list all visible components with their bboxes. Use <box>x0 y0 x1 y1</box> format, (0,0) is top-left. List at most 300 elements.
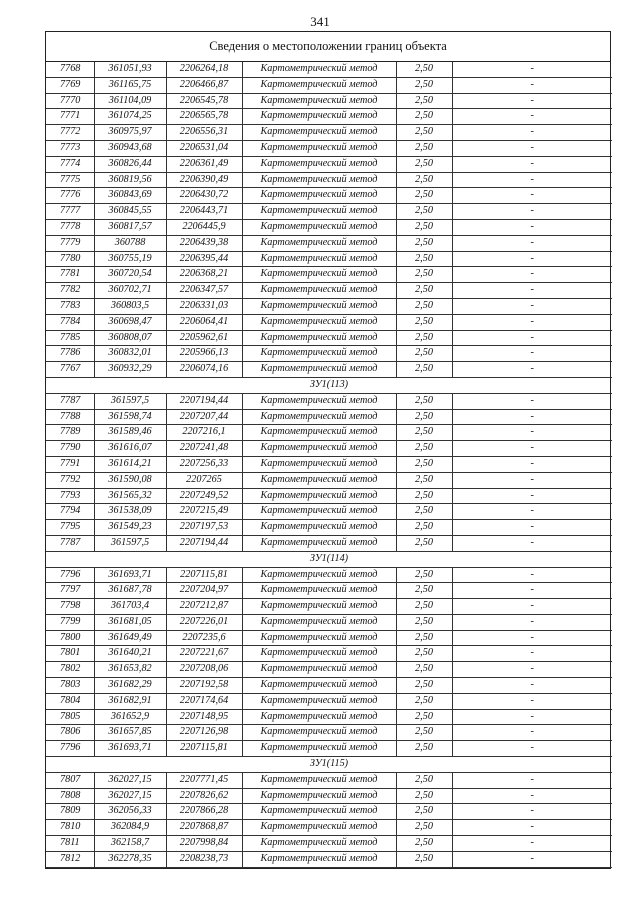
point-number-cell: 7794 <box>46 504 94 520</box>
method-cell: Картометрический метод <box>242 62 396 77</box>
coord-x-cell: 360943,68 <box>94 140 166 156</box>
description-cell: - <box>452 393 612 409</box>
point-number-cell: 7775 <box>46 172 94 188</box>
coord-y-cell: 2206395,44 <box>166 251 242 267</box>
description-cell: - <box>452 77 612 93</box>
coord-x-cell: 360826,44 <box>94 156 166 172</box>
accuracy-cell: 2,50 <box>396 614 452 630</box>
description-cell: - <box>452 109 612 125</box>
coord-x-cell: 361597,5 <box>94 393 166 409</box>
accuracy-cell: 2,50 <box>396 283 452 299</box>
point-number-cell: 7801 <box>46 646 94 662</box>
point-number-cell: 7791 <box>46 456 94 472</box>
table-row <box>46 267 612 283</box>
coord-y-cell: 2207235,6 <box>166 630 242 646</box>
section-label: ЗУ1(114) <box>46 551 612 567</box>
method-cell: Картометрический метод <box>242 662 396 678</box>
accuracy-cell: 2,50 <box>396 788 452 804</box>
table-row <box>46 836 612 852</box>
method-cell: Картометрический метод <box>242 504 396 520</box>
point-number-cell: 7777 <box>46 204 94 220</box>
table-row <box>46 409 612 425</box>
accuracy-cell: 2,50 <box>396 77 452 93</box>
point-number-cell: 7803 <box>46 678 94 694</box>
accuracy-cell: 2,50 <box>396 709 452 725</box>
coord-y-cell: 2207204,97 <box>166 583 242 599</box>
accuracy-cell: 2,50 <box>396 741 452 757</box>
coord-y-cell: 2206443,71 <box>166 204 242 220</box>
point-number-cell: 7773 <box>46 140 94 156</box>
table-row <box>46 219 612 235</box>
point-number-cell: 7807 <box>46 772 94 788</box>
coord-y-cell: 2206361,49 <box>166 156 242 172</box>
accuracy-cell: 2,50 <box>396 393 452 409</box>
accuracy-cell: 2,50 <box>396 820 452 836</box>
accuracy-cell: 2,50 <box>396 219 452 235</box>
table-row <box>46 251 612 267</box>
description-cell: - <box>452 93 612 109</box>
accuracy-cell: 2,50 <box>396 93 452 109</box>
coord-x-cell: 360832,01 <box>94 346 166 362</box>
method-cell: Картометрический метод <box>242 204 396 220</box>
accuracy-cell: 2,50 <box>396 836 452 852</box>
point-number-cell: 7782 <box>46 283 94 299</box>
coord-y-cell: 2205966,13 <box>166 346 242 362</box>
accuracy-cell: 2,50 <box>396 662 452 678</box>
coord-y-cell: 2207197,53 <box>166 520 242 536</box>
method-cell: Картометрический метод <box>242 140 396 156</box>
point-number-cell: 7769 <box>46 77 94 93</box>
method-cell: Картометрический метод <box>242 298 396 314</box>
point-number-cell: 7781 <box>46 267 94 283</box>
method-cell: Картометрический метод <box>242 583 396 599</box>
method-cell: Картометрический метод <box>242 820 396 836</box>
accuracy-cell: 2,50 <box>396 188 452 204</box>
point-number-cell: 7796 <box>46 741 94 757</box>
accuracy-cell: 2,50 <box>396 409 452 425</box>
description-cell: - <box>452 535 612 551</box>
coord-x-cell: 361165,75 <box>94 77 166 93</box>
table-row <box>46 567 612 583</box>
point-number-cell: 7780 <box>46 251 94 267</box>
coord-x-cell: 361681,05 <box>94 614 166 630</box>
table-row <box>46 851 612 867</box>
table-row <box>46 330 612 346</box>
description-cell: - <box>452 599 612 615</box>
coord-x-cell: 361074,25 <box>94 109 166 125</box>
method-cell: Картометрический метод <box>242 725 396 741</box>
description-cell: - <box>452 235 612 251</box>
table-row <box>46 788 612 804</box>
accuracy-cell: 2,50 <box>396 520 452 536</box>
coord-y-cell: 2207115,81 <box>166 567 242 583</box>
table-row <box>46 709 612 725</box>
method-cell: Картометрический метод <box>242 741 396 757</box>
coord-x-cell: 361590,08 <box>94 472 166 488</box>
point-number-cell: 7785 <box>46 330 94 346</box>
point-number-cell: 7808 <box>46 788 94 804</box>
coord-x-cell: 361682,29 <box>94 678 166 694</box>
description-cell: - <box>452 725 612 741</box>
coord-y-cell: 2207115,81 <box>166 741 242 757</box>
coord-y-cell: 2206556,31 <box>166 125 242 141</box>
description-cell: - <box>452 456 612 472</box>
coord-x-cell: 362056,33 <box>94 804 166 820</box>
description-cell: - <box>452 741 612 757</box>
point-number-cell: 7806 <box>46 725 94 741</box>
coord-y-cell: 2207265 <box>166 472 242 488</box>
coord-y-cell: 2206439,38 <box>166 235 242 251</box>
description-cell: - <box>452 330 612 346</box>
table-row <box>46 188 612 204</box>
table-row <box>46 125 612 141</box>
method-cell: Картометрический метод <box>242 172 396 188</box>
point-number-cell: 7804 <box>46 693 94 709</box>
coord-x-cell: 360845,55 <box>94 204 166 220</box>
table-row <box>46 662 612 678</box>
coord-x-cell: 360755,19 <box>94 251 166 267</box>
table-row <box>46 725 612 741</box>
description-cell: - <box>452 520 612 536</box>
table-row <box>46 77 612 93</box>
accuracy-cell: 2,50 <box>396 456 452 472</box>
description-cell: - <box>452 488 612 504</box>
coord-x-cell: 361616,07 <box>94 441 166 457</box>
table-row <box>46 583 612 599</box>
table-row <box>46 441 612 457</box>
point-number-cell: 7812 <box>46 851 94 867</box>
description-cell: - <box>452 172 612 188</box>
description-cell: - <box>452 504 612 520</box>
accuracy-cell: 2,50 <box>396 630 452 646</box>
section-row <box>46 377 612 393</box>
method-cell: Картометрический метод <box>242 630 396 646</box>
description-cell: - <box>452 472 612 488</box>
coord-y-cell: 2207256,33 <box>166 456 242 472</box>
method-cell: Картометрический метод <box>242 804 396 820</box>
coord-y-cell: 2207226,01 <box>166 614 242 630</box>
method-cell: Картометрический метод <box>242 441 396 457</box>
boundary-sheet <box>45 31 611 869</box>
description-cell: - <box>452 219 612 235</box>
coord-y-cell: 2207194,44 <box>166 393 242 409</box>
point-number-cell: 7790 <box>46 441 94 457</box>
table-row <box>46 535 612 551</box>
coord-y-cell: 2207826,62 <box>166 788 242 804</box>
coord-x-cell: 361693,71 <box>94 741 166 757</box>
point-number-cell: 7792 <box>46 472 94 488</box>
accuracy-cell: 2,50 <box>396 235 452 251</box>
coord-x-cell: 360819,56 <box>94 172 166 188</box>
table-row <box>46 472 612 488</box>
coord-x-cell: 361598,74 <box>94 409 166 425</box>
accuracy-cell: 2,50 <box>396 156 452 172</box>
coord-x-cell: 361693,71 <box>94 567 166 583</box>
method-cell: Картометрический метод <box>242 836 396 852</box>
coord-x-cell: 361589,46 <box>94 425 166 441</box>
method-cell: Картометрический метод <box>242 472 396 488</box>
coord-y-cell: 2206545,78 <box>166 93 242 109</box>
point-number-cell: 7795 <box>46 520 94 536</box>
method-cell: Картометрический метод <box>242 346 396 362</box>
accuracy-cell: 2,50 <box>396 646 452 662</box>
point-number-cell: 7802 <box>46 662 94 678</box>
description-cell: - <box>452 788 612 804</box>
table-row <box>46 693 612 709</box>
accuracy-cell: 2,50 <box>396 267 452 283</box>
coord-x-cell: 362158,7 <box>94 836 166 852</box>
description-cell: - <box>452 836 612 852</box>
point-number-cell: 7789 <box>46 425 94 441</box>
point-number-cell: 7786 <box>46 346 94 362</box>
coord-x-cell: 361597,5 <box>94 535 166 551</box>
point-number-cell: 7772 <box>46 125 94 141</box>
accuracy-cell: 2,50 <box>396 362 452 378</box>
coord-x-cell: 361104,09 <box>94 93 166 109</box>
accuracy-cell: 2,50 <box>396 567 452 583</box>
coord-x-cell: 360975,97 <box>94 125 166 141</box>
accuracy-cell: 2,50 <box>396 851 452 867</box>
table-row <box>46 456 612 472</box>
coord-y-cell: 2207207,44 <box>166 409 242 425</box>
table-row <box>46 820 612 836</box>
method-cell: Картометрический метод <box>242 393 396 409</box>
coord-y-cell: 2207212,87 <box>166 599 242 615</box>
description-cell: - <box>452 662 612 678</box>
coord-x-cell: 360843,69 <box>94 188 166 204</box>
description-cell: - <box>452 678 612 694</box>
table-row <box>46 520 612 536</box>
description-cell: - <box>452 567 612 583</box>
method-cell: Картометрический метод <box>242 93 396 109</box>
method-cell: Картометрический метод <box>242 125 396 141</box>
description-cell: - <box>452 409 612 425</box>
method-cell: Картометрический метод <box>242 488 396 504</box>
method-cell: Картометрический метод <box>242 283 396 299</box>
coord-x-cell: 361538,09 <box>94 504 166 520</box>
coord-x-cell: 361549,23 <box>94 520 166 536</box>
coord-x-cell: 361051,93 <box>94 62 166 77</box>
table-row <box>46 62 612 77</box>
point-number-cell: 7796 <box>46 567 94 583</box>
description-cell: - <box>452 709 612 725</box>
method-cell: Картометрический метод <box>242 362 396 378</box>
table-row <box>46 393 612 409</box>
description-cell: - <box>452 583 612 599</box>
coord-y-cell: 2206368,21 <box>166 267 242 283</box>
accuracy-cell: 2,50 <box>396 204 452 220</box>
method-cell: Картометрический метод <box>242 456 396 472</box>
table-row <box>46 346 612 362</box>
method-cell: Картометрический метод <box>242 614 396 630</box>
point-number-cell: 7770 <box>46 93 94 109</box>
description-cell: - <box>452 251 612 267</box>
method-cell: Картометрический метод <box>242 646 396 662</box>
coord-y-cell: 2207771,45 <box>166 772 242 788</box>
description-cell: - <box>452 283 612 299</box>
coord-x-cell: 362084,9 <box>94 820 166 836</box>
accuracy-cell: 2,50 <box>396 472 452 488</box>
point-number-cell: 7788 <box>46 409 94 425</box>
coord-y-cell: 2207241,48 <box>166 441 242 457</box>
description-cell: - <box>452 851 612 867</box>
description-cell: - <box>452 314 612 330</box>
table-row <box>46 93 612 109</box>
table-row <box>46 362 612 378</box>
coord-x-cell: 360698,47 <box>94 314 166 330</box>
method-cell: Картометрический метод <box>242 851 396 867</box>
description-cell: - <box>452 772 612 788</box>
method-cell: Картометрический метод <box>242 314 396 330</box>
coord-y-cell: 2206430,72 <box>166 188 242 204</box>
method-cell: Картометрический метод <box>242 109 396 125</box>
method-cell: Картометрический метод <box>242 409 396 425</box>
coord-y-cell: 2207126,98 <box>166 725 242 741</box>
description-cell: - <box>452 820 612 836</box>
point-number-cell: 7784 <box>46 314 94 330</box>
point-number-cell: 7783 <box>46 298 94 314</box>
description-cell: - <box>452 125 612 141</box>
method-cell: Картометрический метод <box>242 788 396 804</box>
point-number-cell: 7778 <box>46 219 94 235</box>
description-cell: - <box>452 188 612 204</box>
accuracy-cell: 2,50 <box>396 504 452 520</box>
point-number-cell: 7779 <box>46 235 94 251</box>
method-cell: Картометрический метод <box>242 219 396 235</box>
accuracy-cell: 2,50 <box>396 425 452 441</box>
section-row <box>46 757 612 773</box>
table-row <box>46 425 612 441</box>
coord-y-cell: 2207216,1 <box>166 425 242 441</box>
coord-y-cell: 2207208,06 <box>166 662 242 678</box>
method-cell: Картометрический метод <box>242 772 396 788</box>
description-cell: - <box>452 441 612 457</box>
section-label: ЗУ1(113) <box>46 377 612 393</box>
section-row <box>46 551 612 567</box>
coord-x-cell: 362278,35 <box>94 851 166 867</box>
method-cell: Картометрический метод <box>242 678 396 694</box>
description-cell: - <box>452 62 612 77</box>
coord-x-cell: 360932,29 <box>94 362 166 378</box>
coord-y-cell: 2206565,78 <box>166 109 242 125</box>
description-cell: - <box>452 362 612 378</box>
point-number-cell: 7800 <box>46 630 94 646</box>
point-number-cell: 7809 <box>46 804 94 820</box>
table-row <box>46 804 612 820</box>
description-cell: - <box>452 267 612 283</box>
coord-x-cell: 361682,91 <box>94 693 166 709</box>
coord-y-cell: 2207148,95 <box>166 709 242 725</box>
accuracy-cell: 2,50 <box>396 678 452 694</box>
coord-x-cell: 360817,57 <box>94 219 166 235</box>
coord-x-cell: 361653,82 <box>94 662 166 678</box>
description-cell: - <box>452 630 612 646</box>
accuracy-cell: 2,50 <box>396 804 452 820</box>
table-row <box>46 235 612 251</box>
coord-x-cell: 361687,78 <box>94 583 166 599</box>
point-number-cell: 7793 <box>46 488 94 504</box>
method-cell: Картометрический метод <box>242 267 396 283</box>
coord-y-cell: 2205962,61 <box>166 330 242 346</box>
description-cell: - <box>452 156 612 172</box>
table-row <box>46 172 612 188</box>
point-number-cell: 7810 <box>46 820 94 836</box>
accuracy-cell: 2,50 <box>396 599 452 615</box>
coord-y-cell: 2207215,49 <box>166 504 242 520</box>
method-cell: Картометрический метод <box>242 235 396 251</box>
accuracy-cell: 2,50 <box>396 298 452 314</box>
coord-x-cell: 361614,21 <box>94 456 166 472</box>
table-row <box>46 772 612 788</box>
accuracy-cell: 2,50 <box>396 314 452 330</box>
point-number-cell: 7799 <box>46 614 94 630</box>
accuracy-cell: 2,50 <box>396 109 452 125</box>
accuracy-cell: 2,50 <box>396 693 452 709</box>
accuracy-cell: 2,50 <box>396 725 452 741</box>
coord-y-cell: 2207194,44 <box>166 535 242 551</box>
coord-y-cell: 2206531,04 <box>166 140 242 156</box>
coord-y-cell: 2206445,9 <box>166 219 242 235</box>
page-number: 341 <box>310 14 330 29</box>
table-row <box>46 599 612 615</box>
method-cell: Картометрический метод <box>242 520 396 536</box>
accuracy-cell: 2,50 <box>396 488 452 504</box>
coordinates-table <box>46 62 612 868</box>
method-cell: Картометрический метод <box>242 693 396 709</box>
point-number-cell: 7811 <box>46 836 94 852</box>
coord-y-cell: 2206331,03 <box>166 298 242 314</box>
page-title: Сведения о местоположении границ объекта <box>46 32 610 62</box>
coord-y-cell: 2207866,28 <box>166 804 242 820</box>
table-row <box>46 156 612 172</box>
table-row <box>46 204 612 220</box>
description-cell: - <box>452 804 612 820</box>
coord-y-cell: 2206466,87 <box>166 77 242 93</box>
point-number-cell: 7787 <box>46 535 94 551</box>
accuracy-cell: 2,50 <box>396 251 452 267</box>
coord-x-cell: 361565,32 <box>94 488 166 504</box>
table-row <box>46 646 612 662</box>
accuracy-cell: 2,50 <box>396 330 452 346</box>
method-cell: Картометрический метод <box>242 156 396 172</box>
table-row <box>46 741 612 757</box>
accuracy-cell: 2,50 <box>396 172 452 188</box>
coord-y-cell: 2207249,52 <box>166 488 242 504</box>
coord-y-cell: 2206390,49 <box>166 172 242 188</box>
coord-x-cell: 362027,15 <box>94 772 166 788</box>
table-row <box>46 488 612 504</box>
coord-x-cell: 361649,49 <box>94 630 166 646</box>
method-cell: Картометрический метод <box>242 425 396 441</box>
coord-y-cell: 2207868,87 <box>166 820 242 836</box>
description-cell: - <box>452 425 612 441</box>
point-number-cell: 7767 <box>46 362 94 378</box>
coord-x-cell: 361652,9 <box>94 709 166 725</box>
coord-x-cell: 360720,54 <box>94 267 166 283</box>
coord-x-cell: 360808,07 <box>94 330 166 346</box>
method-cell: Картометрический метод <box>242 77 396 93</box>
accuracy-cell: 2,50 <box>396 772 452 788</box>
coord-y-cell: 2207174,64 <box>166 693 242 709</box>
method-cell: Картометрический метод <box>242 709 396 725</box>
description-cell: - <box>452 204 612 220</box>
description-cell: - <box>452 614 612 630</box>
coord-x-cell: 360803,5 <box>94 298 166 314</box>
description-cell: - <box>452 140 612 156</box>
accuracy-cell: 2,50 <box>396 583 452 599</box>
coord-y-cell: 2206074,16 <box>166 362 242 378</box>
table-row <box>46 504 612 520</box>
